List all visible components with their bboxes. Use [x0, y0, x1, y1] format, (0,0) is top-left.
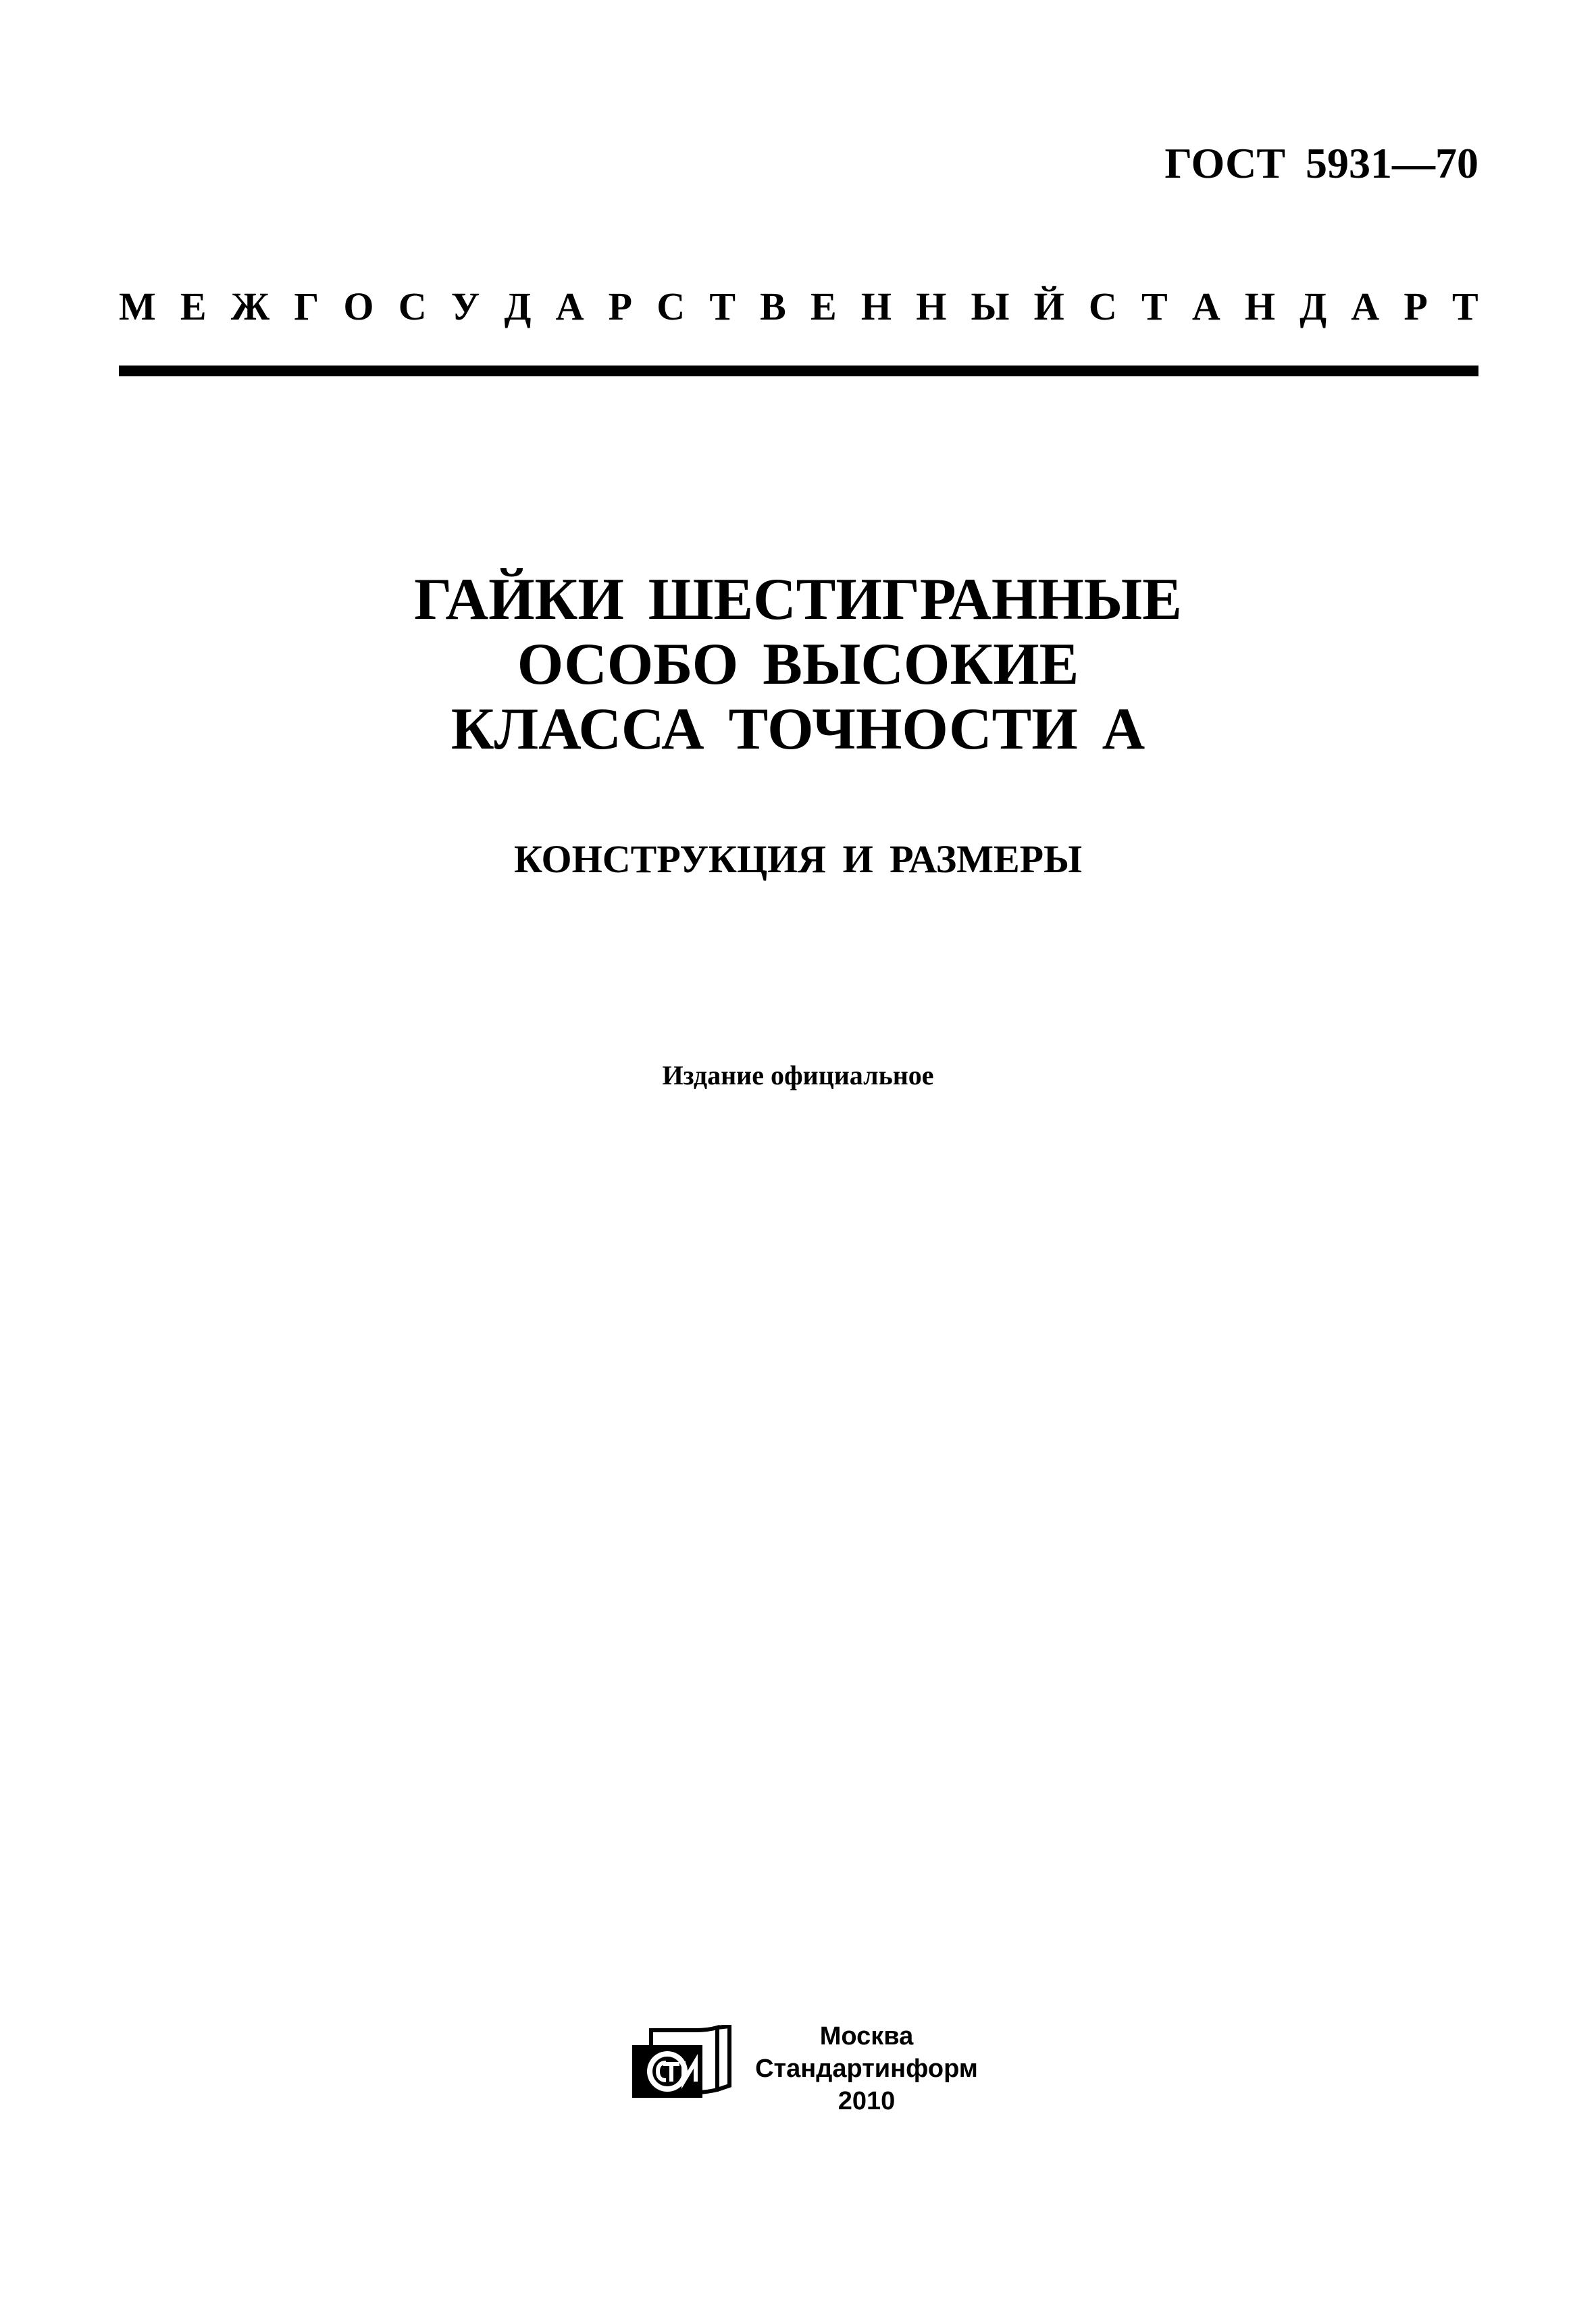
title-line-2: ОСОБО ВЫСОКИЕ: [517, 632, 1079, 697]
title-line-1: ГАЙКИ ШЕСТИГРАННЫЕ: [414, 567, 1182, 632]
header-rule: [119, 366, 1478, 376]
standard-type-letter: В: [760, 284, 786, 328]
standard-type-letter: Т: [1451, 284, 1478, 328]
standard-type-letter: О: [343, 284, 374, 328]
standard-type-letter: Е: [180, 284, 207, 328]
publisher-imprint: [755, 2020, 978, 2117]
standard-type-letter: Т: [1141, 284, 1168, 328]
publisher-name: Стандартинформ: [755, 2055, 978, 2083]
publisher-logo: [628, 2025, 735, 2101]
standard-type-letter: Т: [709, 284, 736, 328]
standard-type-letter: Р: [608, 284, 633, 328]
standard-type-letter: М: [119, 284, 156, 328]
standard-type-letter: Е: [810, 284, 837, 328]
standard-type-letter: Н: [1244, 284, 1276, 328]
standard-type-heading: [119, 284, 1478, 329]
edition-note: Издание официальное: [662, 1060, 934, 1090]
standard-type-letter: Г: [294, 284, 319, 328]
standard-type-letter: А: [1191, 284, 1220, 328]
standard-type-letter: У: [451, 284, 480, 328]
standard-type-letter: Д: [504, 284, 532, 328]
document-title: [0, 568, 1596, 762]
standard-type-letter: Н: [860, 284, 892, 328]
document-number: ГОСТ 5931—70: [1164, 139, 1478, 187]
title-line-3: КЛАССА ТОЧНОСТИ А: [451, 697, 1145, 762]
standard-type-letter: Р: [1404, 284, 1428, 328]
standard-type-letter: А: [555, 284, 584, 328]
standard-type-letter: Ы: [971, 284, 1010, 328]
document-subtitle: КОНСТРУКЦИЯ И РАЗМЕРЫ: [513, 837, 1083, 881]
publisher-city: Москва: [819, 2022, 914, 2051]
standard-type-letter: Й: [1033, 284, 1064, 328]
publication-year: 2010: [838, 2087, 896, 2115]
standard-type-letter: С: [1088, 284, 1117, 328]
standard-type-letter: Ж: [230, 284, 270, 328]
standard-type-letter: А: [1351, 284, 1380, 328]
standard-type-letter: Д: [1299, 284, 1327, 328]
standard-type-letter: С: [398, 284, 427, 328]
standard-type-letter: С: [657, 284, 686, 328]
standard-type-letter: Н: [916, 284, 947, 328]
